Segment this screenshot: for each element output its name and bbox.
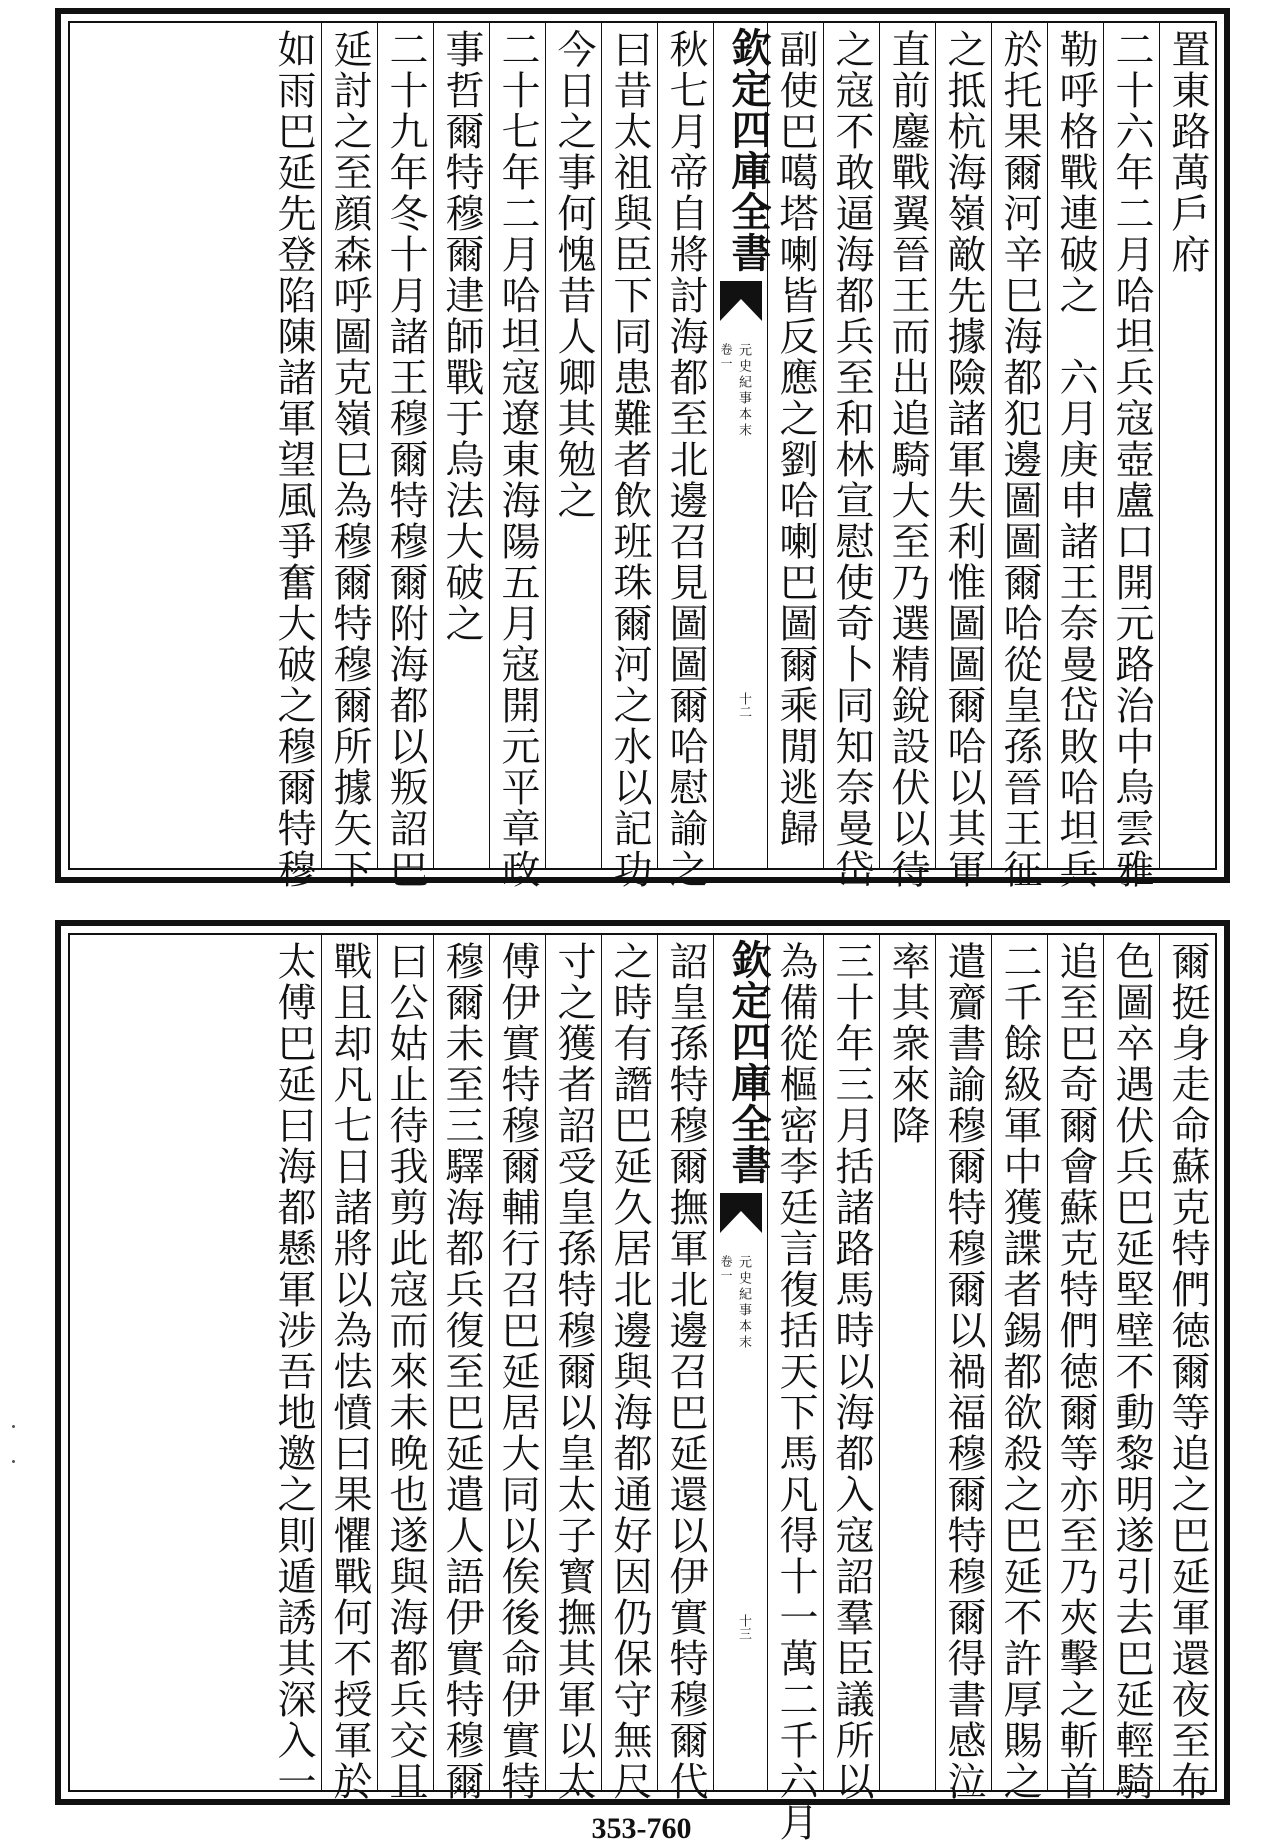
text-column: 詔皇孫特穆爾撫軍北邊召巴延還以伊實特穆爾代: [657, 935, 713, 1790]
collection-title: 欽定四庫全書: [725, 27, 772, 273]
collection-title: 欽定四庫全書: [725, 939, 772, 1185]
text-column: 秋七月帝自將討海都至北邊召見圖圖爾哈慰諭之: [657, 23, 713, 868]
page-footer-number: 353-760: [591, 1812, 692, 1845]
text-column: 今日之事何愧昔人卿其勉之: [545, 23, 601, 868]
text-column: 爾挺身走命蘇克特們徳爾等追之巴延軍還夜至布: [1159, 935, 1215, 1790]
text-column: 為備從樞密李廷言復括天下馬凡得十一萬二千六月: [767, 935, 823, 1790]
juan-number: 卷一: [719, 1255, 733, 1283]
scan-speck: [12, 1425, 15, 1428]
text-column: 延討之至顔森呼圖克嶺巳為穆爾特穆爾所據矢下: [321, 23, 377, 868]
text-column: 太傅巴延曰海都懸軍涉吾地邀之則遁誘其深入一: [271, 941, 316, 1802]
text-column: 之抵杭海嶺敵先據險諸軍失利惟圖圖爾哈以其軍: [935, 23, 991, 868]
top-page-panel: [55, 8, 1230, 890]
text-column: 事哲爾特穆爾䢖師戰于烏法大破之: [433, 23, 489, 868]
text-column: 勒呼格戰連破之 六月庚申諸王奈曼岱敗哈坦兵: [1047, 23, 1103, 868]
top-page-frame: [68, 21, 1217, 890]
center-fold-column: [713, 935, 772, 1790]
text-column: 曰昔太祖與臣下同患難者飲班珠爾河之水以記功: [601, 23, 657, 868]
fish-tail-mark-icon: [720, 281, 762, 321]
text-column: 率其衆來降: [879, 935, 935, 1790]
text-column: 曰公姑止待我剪此寇而來未晚也遂與海都兵交且: [377, 935, 433, 1790]
text-column: 追至巴奇爾會蘇克特們徳爾等亦至乃夾擊之斬首: [1047, 935, 1103, 1790]
text-column: 寸之獲者詔受皇孫特穆爾以皇太子寳撫其軍以太: [545, 935, 601, 1790]
fish-tail-mark-icon: [720, 1193, 762, 1233]
text-column: 二十七年二月哈坦寇遼東海陽五月寇開元平章政: [489, 23, 545, 868]
text-column: 直前鏖戰翼晉王而出追騎大至乃選精銳設伏以待: [879, 23, 935, 868]
text-column: 二十六年二月哈坦兵寇壺盧口開元路治中烏雲雅: [1103, 23, 1159, 868]
text-column: 三十年三月括諸路馬時以海都入寇詔羣臣議所以: [823, 935, 879, 1790]
text-column: 傅伊實特穆爾輔行召巴延居大同以俟後命伊實特: [489, 935, 545, 1790]
text-column: 於托果爾河辛巳海都犯邊圖圖爾哈從皇孫晉王征: [991, 23, 1047, 868]
scan-speck: [12, 1460, 15, 1463]
text-column: 之寇不敢逼海都兵至和林宣慰使奇卜同知奈曼岱: [823, 23, 879, 868]
book-title: 元史紀事本末: [736, 343, 751, 439]
book-title: 元史紀事本末: [736, 1255, 751, 1351]
text-column: 二千餘級軍中獲諜者錫都欲殺之巴延不許厚賜之: [991, 935, 1047, 1790]
text-column: 如雨巴延先登陷陳諸軍望風爭奮大破之穆爾特穆: [271, 29, 316, 890]
text-column: 色圖卒遇伏兵巴延堅壁不動黎明遂引去巴延輕騎: [1103, 935, 1159, 1790]
leaf-number: 十二: [736, 692, 751, 718]
text-column: 遣齎書諭穆爾特穆爾以禍福穆爾特穆爾得書感泣: [935, 935, 991, 1790]
top-page-columns: [70, 23, 1215, 890]
leaf-number: 十三: [736, 1614, 751, 1640]
text-column: 二十九年冬十月諸王穆爾特穆爾附海都以叛詔巴: [377, 23, 433, 868]
text-column: 戰且却凡七日諸將以為怯憤曰果懼戰何不授軍於: [321, 935, 377, 1790]
text-column: 副使巴噶塔喇皆反應之劉哈喇巴圖爾乘閒逃歸: [767, 23, 823, 868]
text-column: 置東路萬戶府: [1159, 23, 1215, 868]
juan-number: 卷一: [719, 343, 733, 371]
text-column: 之時有譖巴延久居北邊與海都通好因仍保守無尺: [601, 935, 657, 1790]
center-fold-column: [713, 23, 772, 868]
text-column: 穆爾未至三驛海都兵復至巴延遣人語伊實特穆爾: [433, 935, 489, 1790]
